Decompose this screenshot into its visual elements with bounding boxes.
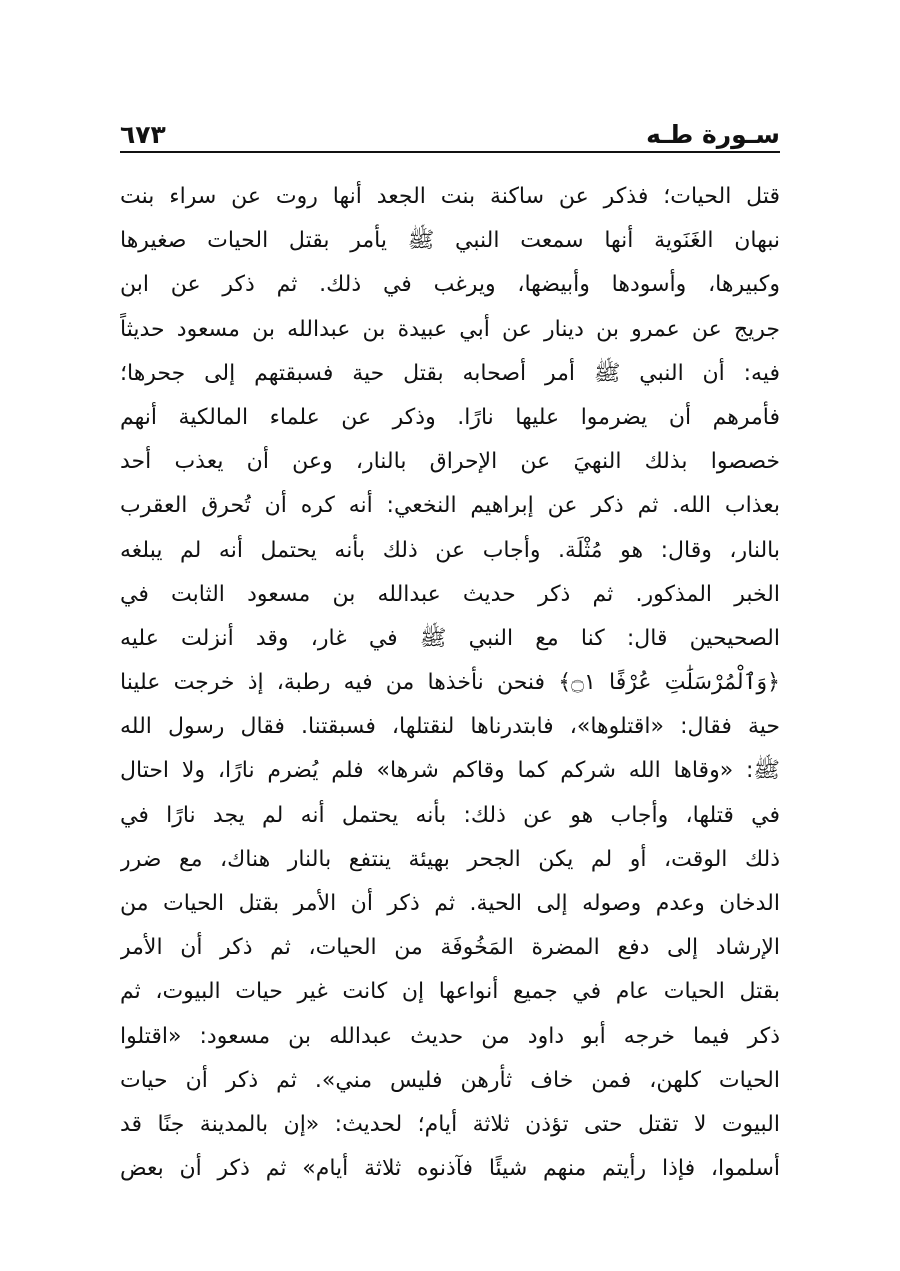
text-line: بقتل الحيات عام في جميع أنواعها إن كانت غير حيات البيوت، ثم	[120, 979, 780, 1005]
text-line: البيوت لا تقتل حتى تؤذن ثلاثة أيام؛ لحديث: «إن بالمدينة جنًا قد	[120, 1111, 780, 1137]
surah-title: سـورة طـه	[646, 120, 780, 149]
text-line: وكبيرها، وأسودها وأبيضها، ويرغب في ذلك. ثم ذكر عن ابن	[120, 272, 780, 298]
text-line: جريج عن عمرو بن دينار عن أبي عبيدة بن عبدالله بن مسعود حديثاً	[120, 316, 780, 342]
text-line: نبهان الغَنَوية أنها سمعت النبي ﷺ يأمر بقتل الحيات صغيرها	[120, 228, 780, 254]
text-line: ذكر فيما خرجه أبو داود من حديث عبدالله بن مسعود: «اقتلوا	[120, 1023, 780, 1049]
text-line: خصصوا بذلك النهيَ عن الإحراق بالنار، وعن أن يعذب أحد	[120, 449, 780, 475]
text-line: ﷺ: «وقاها الله شركم كما وقاكم شرها» فلم يُضرم نارًا، ولا احتال	[120, 758, 780, 784]
text-line: الدخان وعدم وصوله إلى الحية. ثم ذكر أن الأمر بقتل الحيات من	[120, 891, 780, 916]
text-line: بالنار، وقال: هو مُثْلَة. وأجاب عن ذلك بأنه يحتمل أنه لم يبلغه	[120, 537, 780, 563]
body-text	[120, 175, 780, 1191]
text-line: فأمرهم أن يضرموا عليها نارًا. وذكر عن علماء المالكية أنهم	[120, 404, 780, 430]
text-line: قتل الحيات؛ فذكر عن ساكنة بنت الجعد أنها روت عن سراء بنت	[120, 184, 780, 209]
text-line: الصحيحين قال: كنا مع النبي ﷺ في غار، وقد أنزلت عليه	[120, 625, 780, 651]
text-line: فيه: أن النبي ﷺ أمر أصحابه بقتل حية فسبقتهم إلى جحرها؛	[120, 360, 780, 386]
text-line: أسلموا، فإذا رأيتم منهم شيئًا فآذنوه ثلاثة أيام» ثم ذكر أن بعض	[120, 1156, 780, 1182]
text-line: الحيات كلهن، فمن خاف ثأرهن فليس مني». ثم ذكر أن حيات	[120, 1067, 780, 1093]
header-divider	[120, 151, 780, 153]
text-line: الخبر المذكور. ثم ذكر حديث عبدالله بن مسعود الثابت في	[120, 581, 780, 607]
running-header	[120, 112, 780, 152]
text-line: ذلك الوقت، أو لم يكن الجحر بهيئة ينتفع بالنار هناك، مع ضرر	[120, 846, 780, 872]
quran-verse-line: ﴿وَٱلْمُرْسَلَٰتِ عُرْفًا ۝١﴾ فنحن نأخذها من فيه رطبة، إذ خرجت علينا	[120, 670, 780, 696]
page-number: ٦٧٣	[120, 120, 166, 149]
text-line: الإرشاد إلى دفع المضرة المَخُوفَة من الحيات، ثم ذكر أن الأمر	[120, 935, 780, 961]
text-line: بعذاب الله. ثم ذكر عن إبراهيم النخعي: أنه كره أن تُحرق العقرب	[120, 493, 780, 519]
text-line: حية فقال: «اقتلوها»، فابتدرناها لنقتلها، فسبقتنا. فقال رسول الله	[120, 714, 780, 740]
text-line: في قتلها، وأجاب هو عن ذلك: بأنه يحتمل أنه لم يجد نارًا في	[120, 802, 780, 828]
